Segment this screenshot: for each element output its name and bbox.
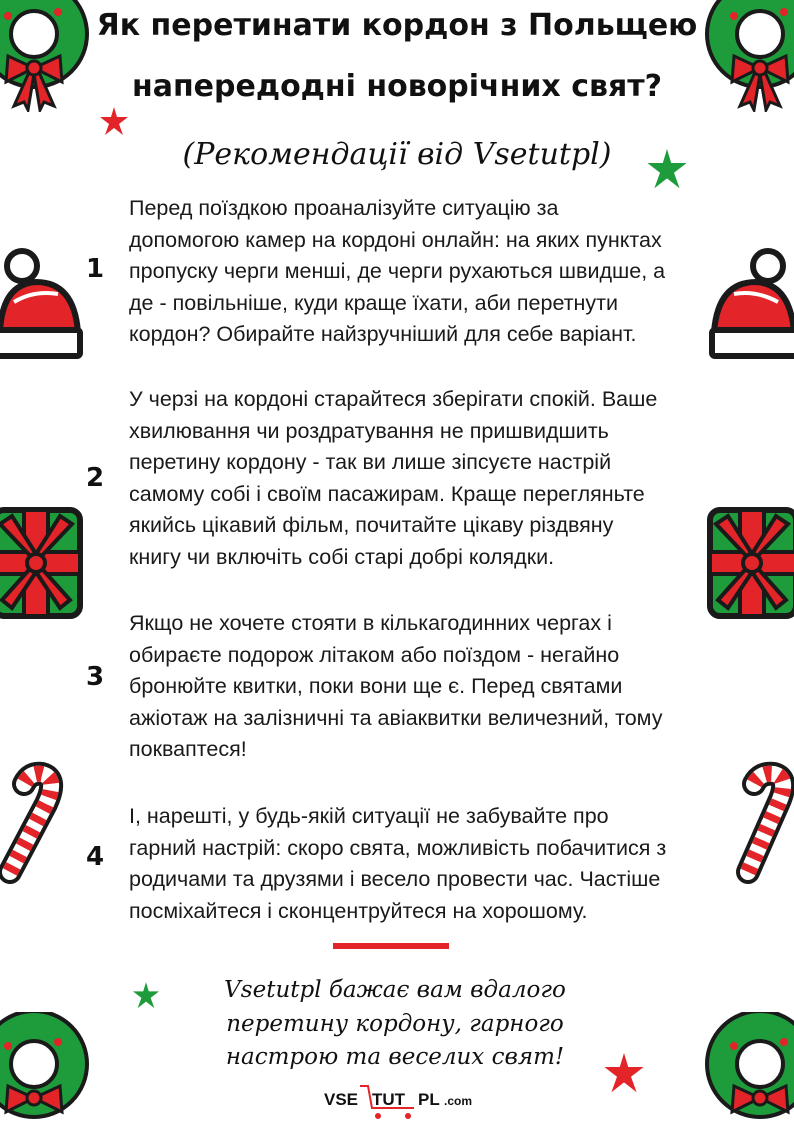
logo-part-pl: PL — [418, 1090, 440, 1109]
closing-line-1: Vsetutpl бажає вам вдалого — [224, 977, 566, 1003]
tip-paragraph-2 — [129, 384, 741, 574]
tip-2-line: якийсь цікавий фільм, почитайте цікаву різдвяну — [129, 513, 614, 538]
wreath-icon — [0, 0, 90, 112]
star-icon — [100, 107, 128, 137]
title-line-1: Як перетинати кордон з Польщею — [96, 8, 698, 43]
logo-part-tut: TUT — [372, 1090, 406, 1109]
star-icon — [646, 149, 688, 191]
tip-3-line: Якщо не хочете стояти в кількагодинних чергах і — [129, 611, 612, 635]
logo-part-vse: VSE — [324, 1090, 359, 1109]
tip-number-2: 2 — [85, 463, 105, 493]
wreath-icon — [0, 1012, 90, 1123]
tip-1-line: кордон? Обирайте найзручніший для себе варіант. — [129, 322, 637, 347]
tip-1-line: де - повільніше, куди краще їхати, аби перетнути — [129, 290, 619, 315]
santa-hat-icon — [706, 244, 794, 364]
tip-1-line: пропуску черги менші, де черги рухаються швидше, а — [129, 259, 666, 284]
logo-suffix: .com — [444, 1094, 473, 1108]
red-divider — [333, 943, 449, 949]
tip-3-line: ажіотаж на залізничні та авіаквитки величезний, тому — [129, 705, 663, 730]
tip-number-3: 3 — [85, 662, 105, 692]
star-icon — [604, 1053, 644, 1095]
tip-1-line: допомогою камер на кордоні онлайн: на яких пунктах — [129, 227, 662, 252]
tip-paragraph-4 — [129, 801, 741, 927]
tip-number-4: 4 — [85, 842, 105, 872]
tip-2-line: хвилювання чи роздратування не пришвидшить — [129, 418, 609, 443]
tip-2-line: самому собі і своїм пасажирам. Краще перегляньте — [129, 481, 645, 506]
closing-line-3: настрою та веселих свят! — [225, 1044, 565, 1070]
tip-2-line: У черзі на кордоні старайтеся зберігати спокій. Ваше — [129, 387, 658, 411]
tip-4-line: гарний настрій: скоро свята, можливість побачитися з — [129, 835, 667, 860]
vsetutpl-logo — [322, 1082, 492, 1122]
tip-paragraph-3 — [129, 608, 741, 766]
closing-line-2: перетину кордону, гарного — [226, 1011, 564, 1037]
gift-box-icon — [0, 500, 86, 624]
tip-2-line: книгу чи включіть собі старі добрі колядки. — [129, 544, 555, 569]
subtitle: (Рекомендації від Vsetutpl) — [182, 137, 612, 172]
tip-paragraph-1 — [129, 193, 741, 351]
tip-3-line: покваптеся! — [129, 737, 247, 762]
wreath-icon — [704, 0, 794, 112]
tip-4-line: родичами та друзями і весело провести час. Частіше — [129, 867, 661, 892]
tip-3-line: бронюйте квитки, поки вони ще є. Перед святами — [129, 674, 623, 699]
tip-3-line: обираєте подорож літаком або поїздом - негайно — [129, 642, 620, 667]
star-icon — [133, 982, 159, 1010]
wreath-icon — [704, 1012, 794, 1123]
gift-box-icon — [706, 500, 794, 624]
candy-cane-icon — [0, 760, 80, 884]
tip-1-line: Перед поїздкою проаналізуйте ситуацію за — [129, 196, 559, 220]
santa-hat-icon — [0, 244, 88, 364]
tip-4-line: посміхайтеся і сконцентруйтеся на хорошому. — [129, 898, 588, 923]
tip-4-line: І, нарешті, у будь-якій ситуації не забувайте про — [129, 804, 609, 828]
tip-number-1: 1 — [85, 254, 105, 284]
title-line-2: напередодні новорічних свят? — [131, 69, 663, 104]
candy-cane-icon — [724, 760, 794, 884]
tip-2-line: перетину кордону - так ви лише зіпсуєте настрій — [129, 450, 612, 475]
